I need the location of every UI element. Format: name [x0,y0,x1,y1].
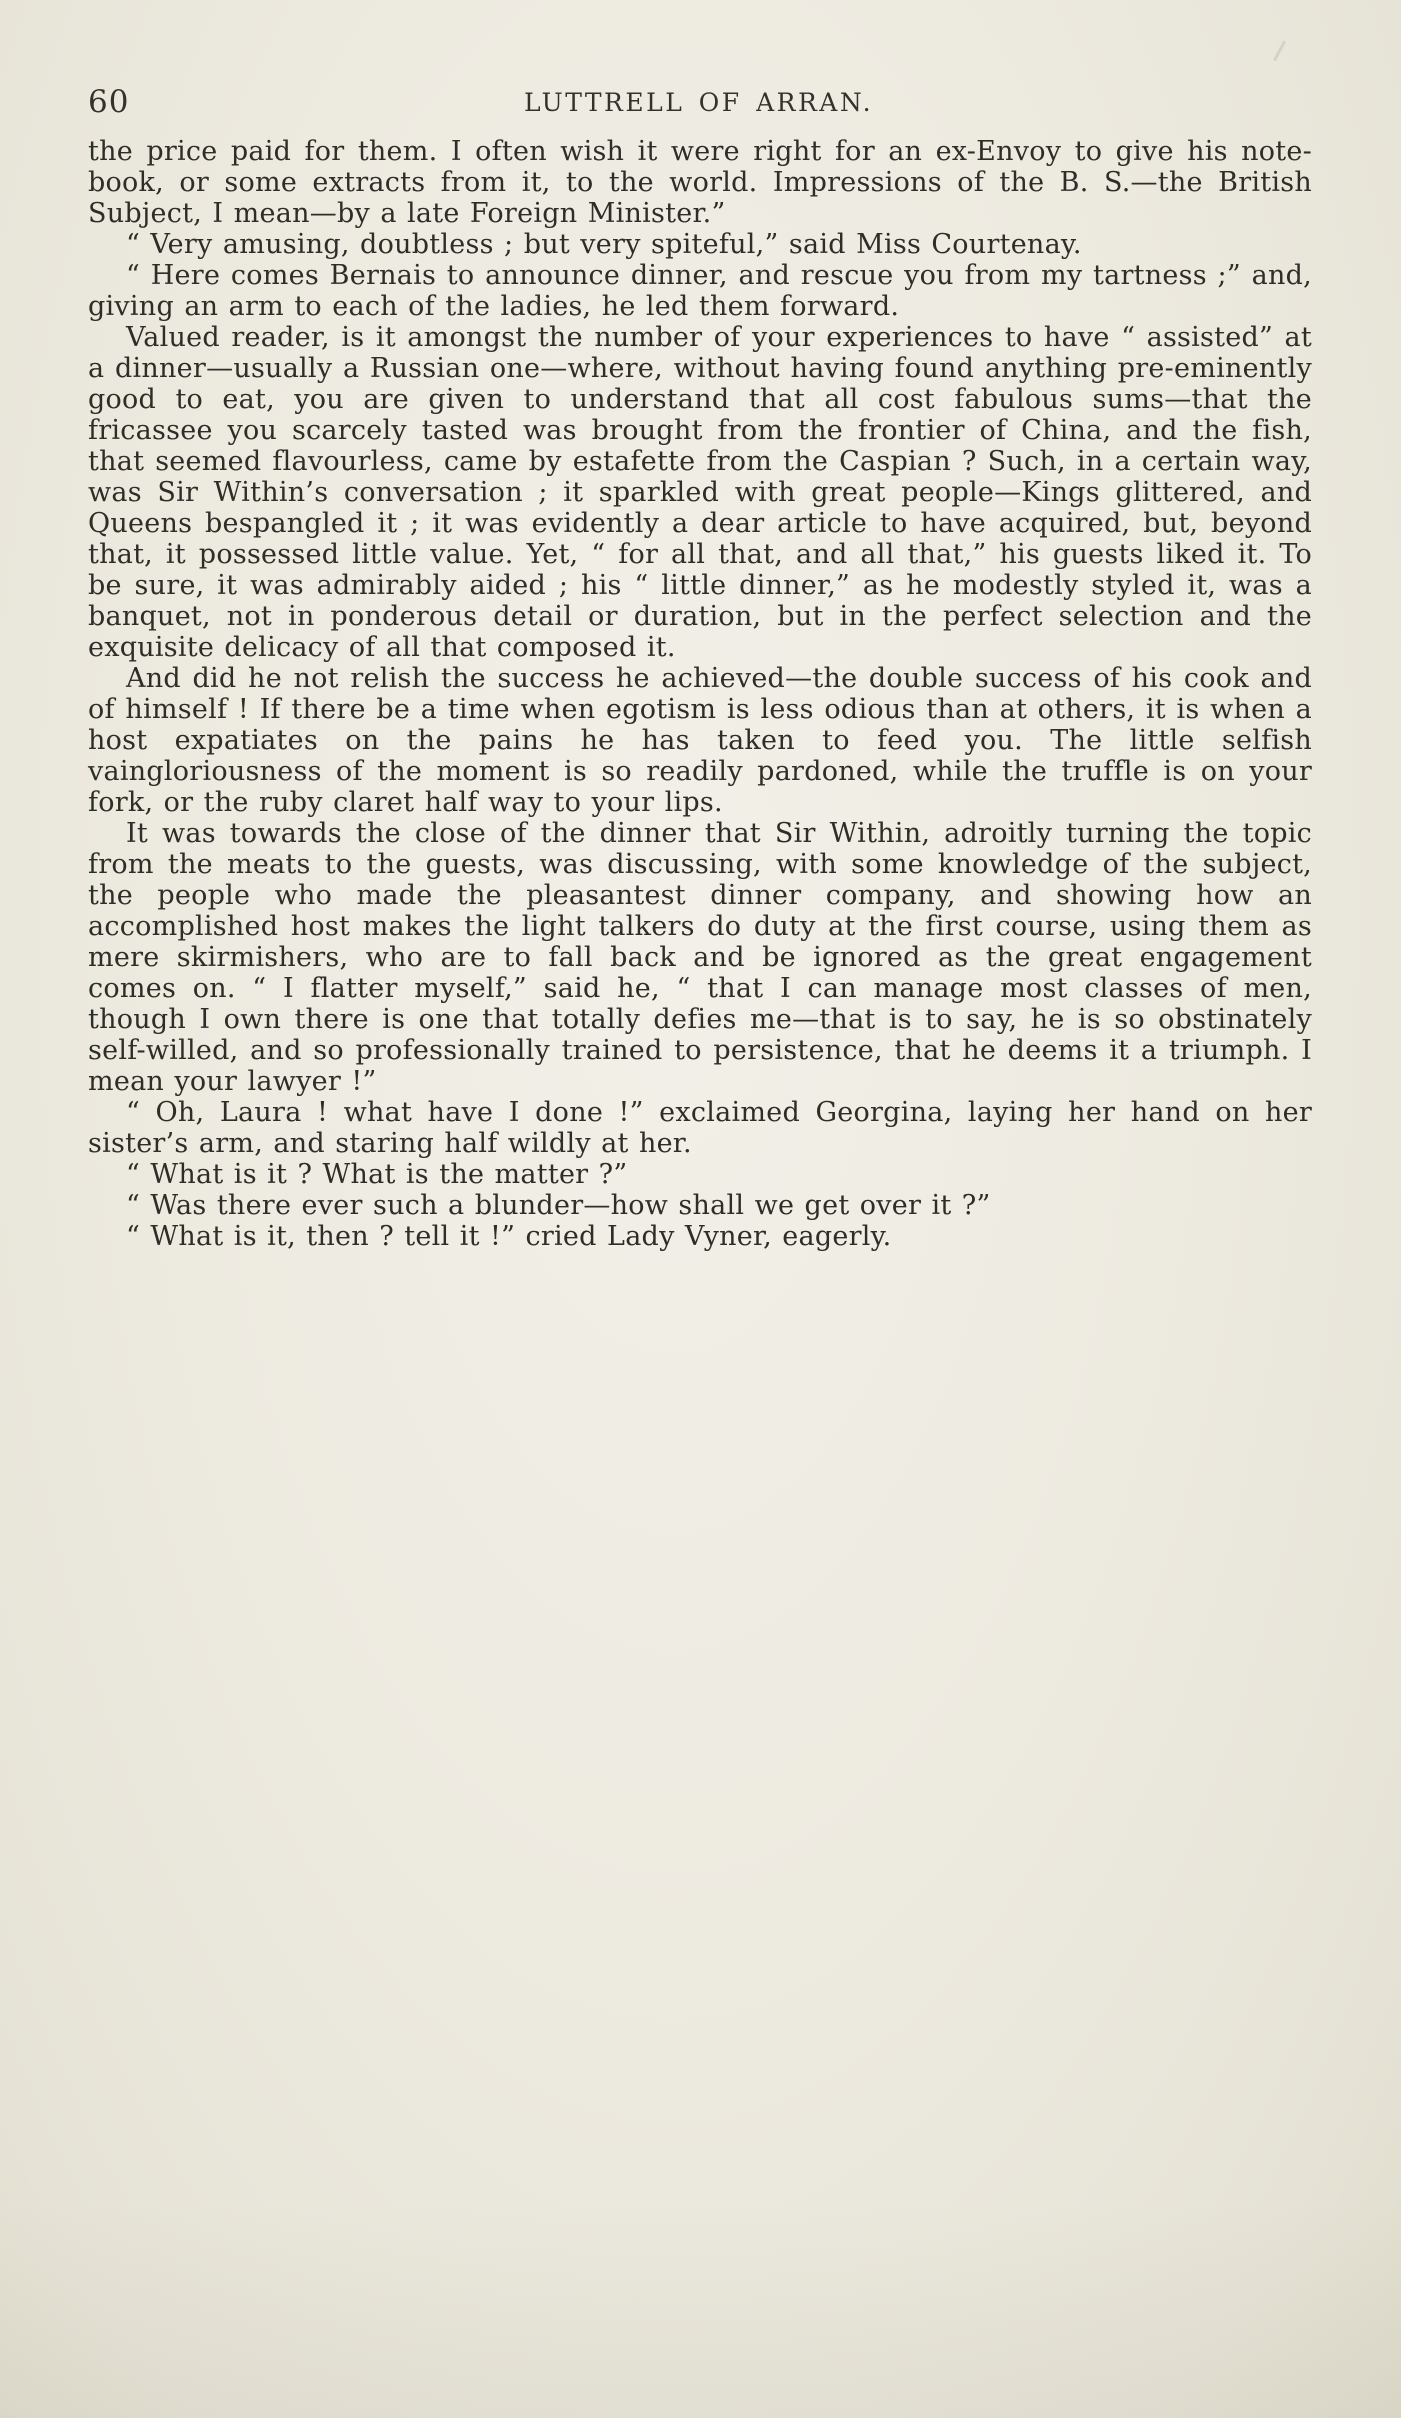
paragraph: “ What is it, then ? tell it !” cried Lady Vyner, eagerly. [126,1221,892,1252]
page-number: 60 [88,84,130,120]
paragraph: Valued reader, is it amongst the number of your experiences to have “ assisted” at a dinner—usually a Russian one—where, without having found anything pre-eminently good to eat, you are given to understand that all cost fabulous sums—that the fricassee you scarcely tasted was brought from the frontier of China, and the fish, that seemed flavourless, came by estafette from the Caspian ? Such, in a certain way, was Sir Within’s conversation ; it sparkled with great people—Kings glittered, and Queens bespangled it ; it was evidently a dear article to have acquired, but, beyond that, it possessed little value. Yet, “ for all that, and all that,” his guests liked it. To be sure, it was admirably aided ; his “ little dinner,” as he modestly styled it, was a banquet, not in ponderous detail or duration, but in the perfect selection and the exquisite delicacy of all that composed it. [88,322,1312,663]
running-title: LUTTRELL OF ARRAN. [523,88,874,117]
paragraph: the price paid for them. I often wish it were right for an ex-Envoy to give his note-book, or some extracts from it, to the world. Impressions of the B. S.—the British Subject, I mean—by a late Foreign Minister.” [88,136,1312,229]
paragraph: “ Here comes Bernais to announce dinner, and rescue you from my tartness ;” and, giving an arm to each of the ladies, he led them forward. [88,260,1312,322]
paper-shading [0,2198,1401,2418]
paragraph: “ What is it ? What is the matter ?” [126,1159,628,1190]
paper-aging-mark [1273,41,1286,62]
paragraph: And did he not relish the success he achieved—the double success of his cook and of himself ! If there be a time when egotism is less odious than at others, it is when a host expatiates on the pains he has taken to feed you. The little selfish vaingloriousness of the moment is so readily pardoned, while the truffle is on your fork, or the ruby claret half way to your lips. [88,663,1312,818]
paragraph: “ Oh, Laura ! what have I done !” exclaimed Georgina, laying her hand on her sister’s arm, and staring half wildly at her. [88,1097,1312,1159]
paragraph: “ Was there ever such a blunder—how shall we get over it ?” [126,1190,991,1221]
page-header [88,84,1309,124]
body-text-block [88,136,1312,1252]
paragraph: “ Very amusing, doubtless ; but very spiteful,” said Miss Courtenay. [126,229,1082,260]
paragraph: It was towards the close of the dinner that Sir Within, adroitly turning the topic from the meats to the guests, was discussing, with some knowledge of the subject, the people who made the pleasantest dinner company, and showing how an accomplished host makes the light talkers do duty at the first course, using them as mere skirmishers, who are to fall back and be ignored as the great engagement comes on. “ I flatter myself,” said he, “ that I can manage most classes of men, though I own there is one that totally defies me—that is to say, he is so obstinately self-willed, and so professionally trained to persistence, that he deems it a triumph. I mean your lawyer !” [88,818,1312,1097]
